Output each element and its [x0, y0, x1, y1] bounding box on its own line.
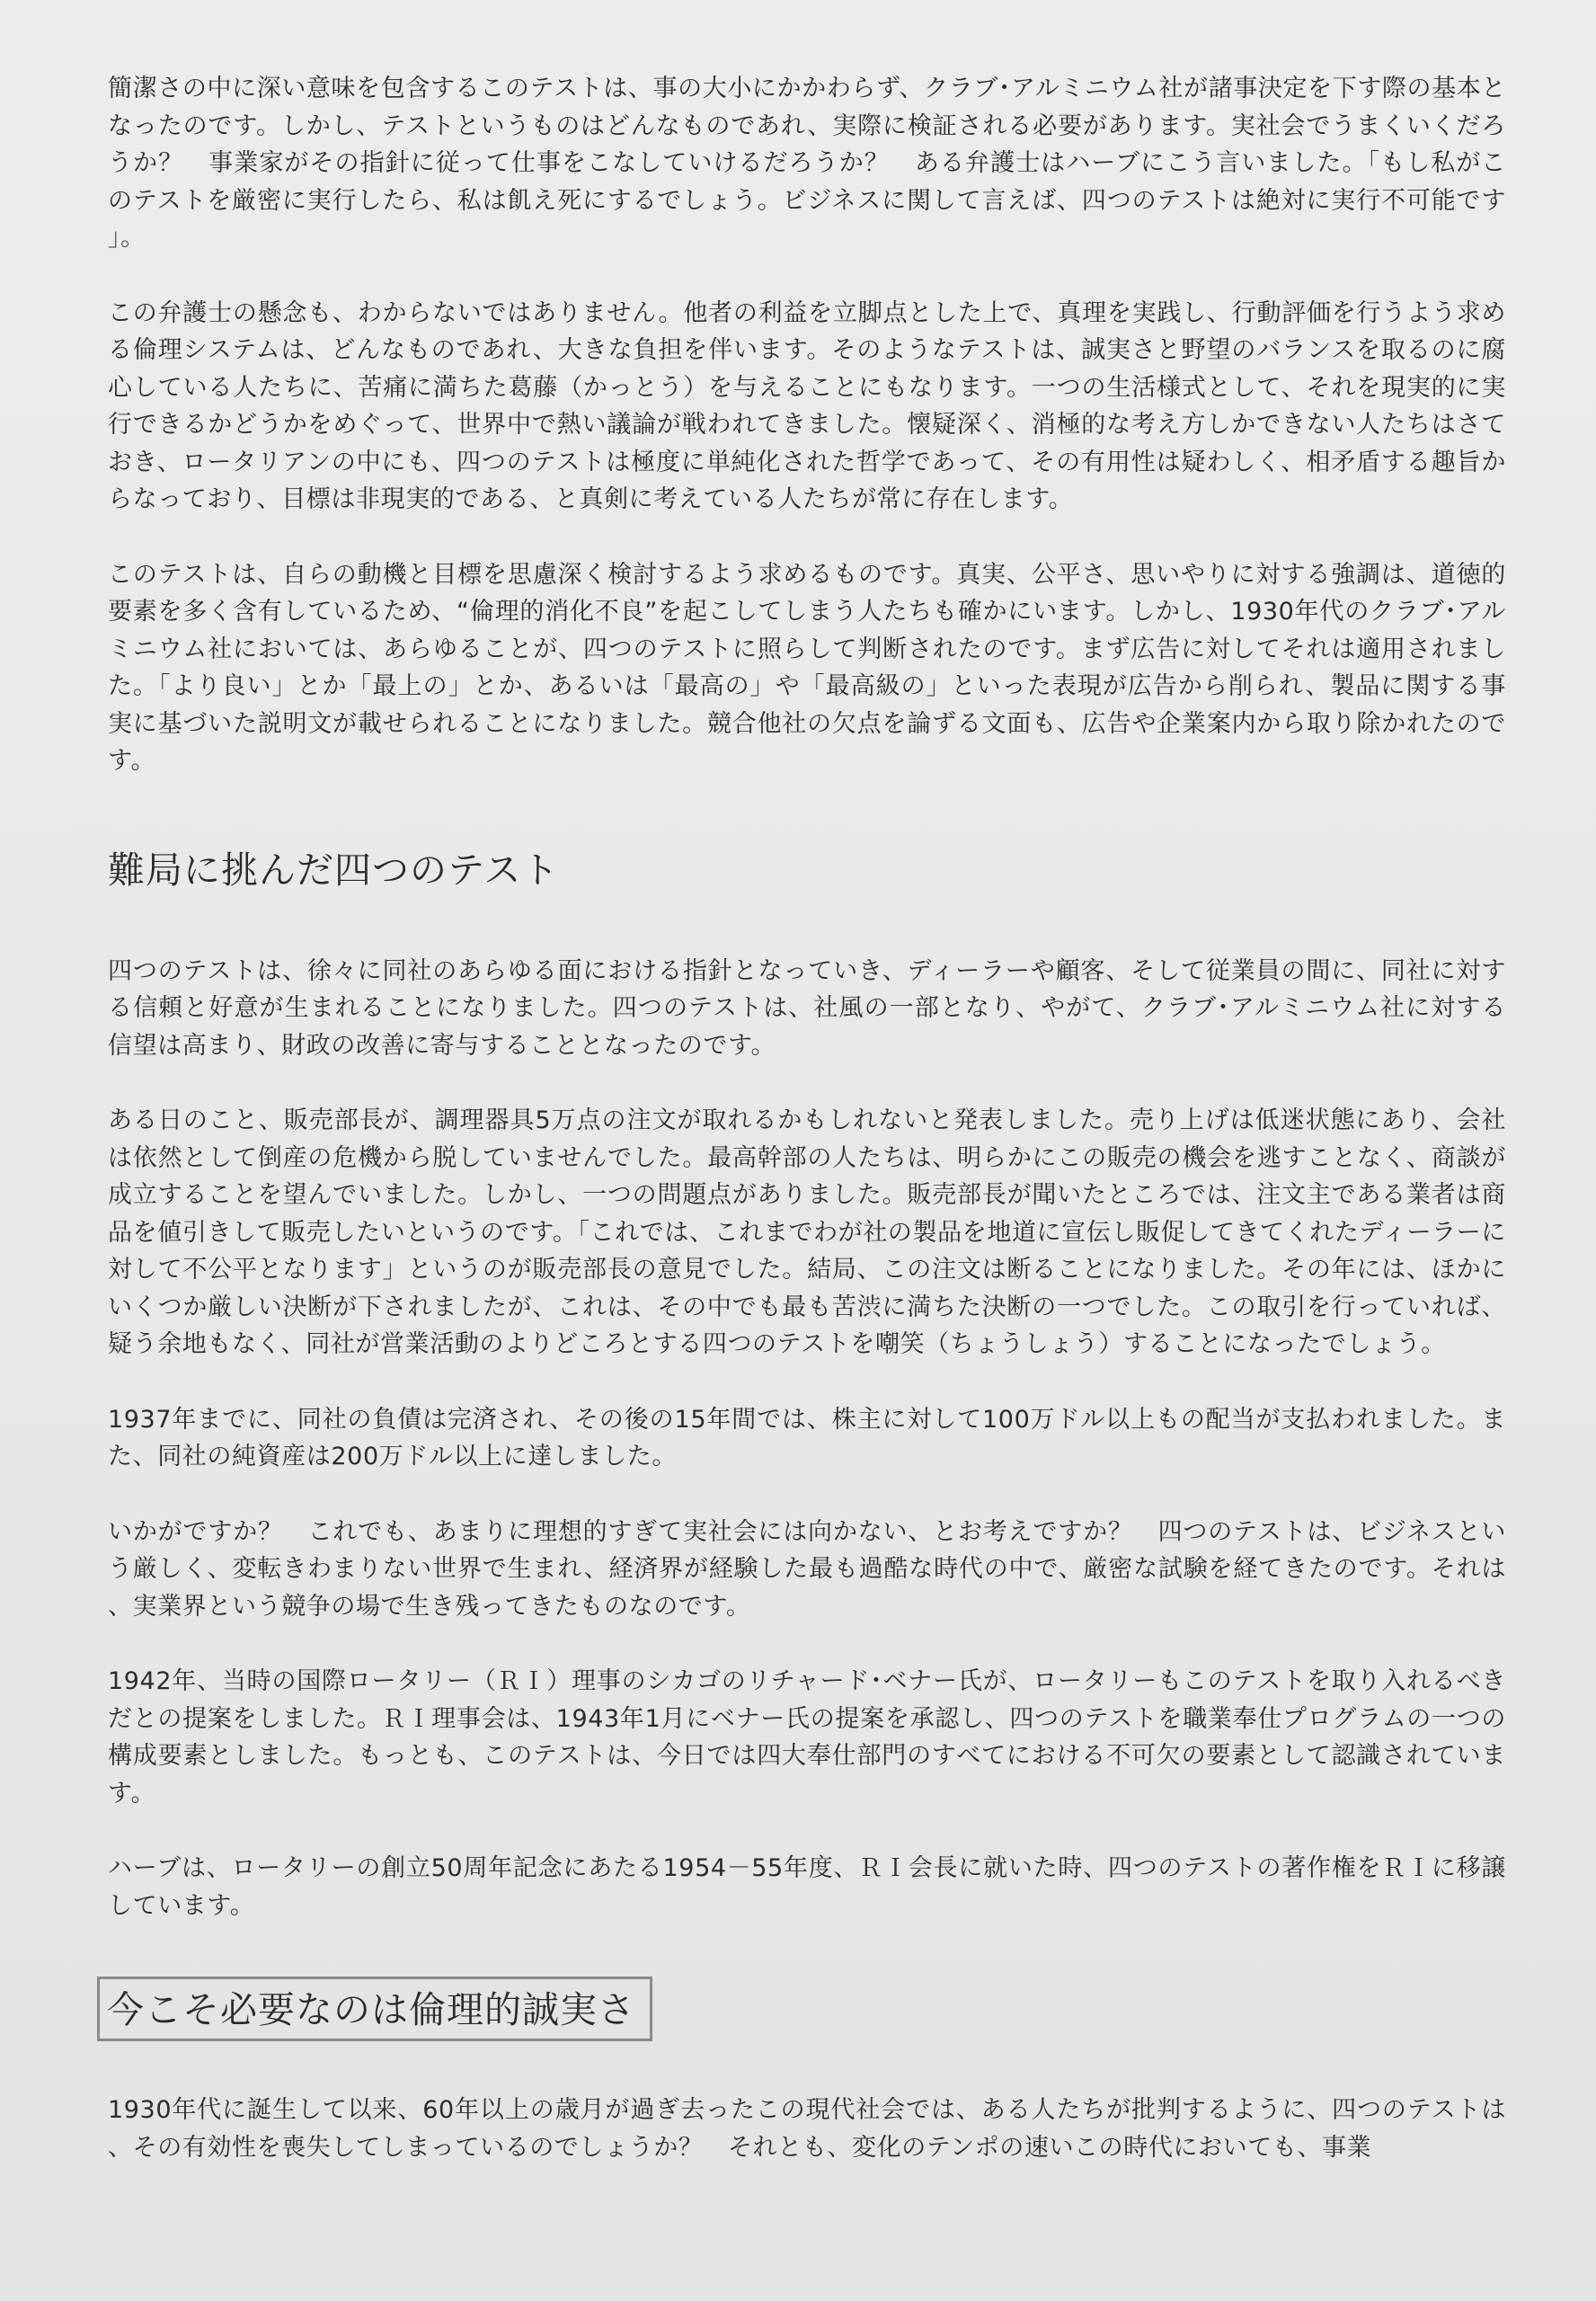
document-body — [108, 70, 1506, 2166]
section-heading-crisis: 難局に挑んだ四つのテスト — [108, 848, 560, 892]
paragraph-sales-order: ある日のこと、販売部長が、調理器具5万点の注文が取れるかもしれないと発表しました。売り上げは低迷状態にあり、会社は依然として倒産の危機から脱していませんでした。最高幹部の人たちは、明らかにこの販売の機会を逃すことなく、商談が成立することを望んでいました。しかし、一つの問題点がありました。販売部長が聞いたところでは、注文主である業者は商品を値引きして販売したいというのです。「これでは、これまでわが社の製品を地道に宣伝し販促してきてくれたディーラーに対して不公平となります」というのが販売部長の意見でした。結局、この注文は断ることになりました。その年には、ほかにいくつか厳しい決断が下されましたが、これは、その中でも最も苦渋に満ちた決断の一つでした。この取引を行っていれば、疑う余地もなく、同社が営業活動のよりどころとする四つのテストを嘲笑（ちょうしょう）することになったでしょう。 — [108, 1106, 1506, 1358]
paragraph-modern-validity: 1930年代に誕生して以来、60年以上の歳月が過ぎ去ったこの現代社会では、ある人たちが批判するように、四つのテストは、その有効性を喪失してしまっているのでしょうか？ それとも、変化のテンポの速いこの時代においても、事業 — [108, 2096, 1506, 2162]
paragraph-test-basis: 簡潔さの中に深い意味を包含するこのテストは、事の大小にかかわらず、クラブ･アルミニウム社が諸事決定を下す際の基本となったのです。しかし、テストというものはどんなものであれ、実際に検証される必要があります。実社会でうまくいくだろうか？ 事業家がその指針に従って仕事をこなしていけるだろうか？ ある弁護士はハーブにこう言いました。「もし私がこのテストを厳密に実行したら、私は飢え死にするでしょう。ビジネスに関して言えば、四つのテストは絶対に実行不可能です」。 — [108, 75, 1506, 252]
paragraph-ri-adoption: 1942年、当時の国際ロータリー（ＲＩ）理事のシカゴのリチャード･ベナー氏が、ロータリーもこのテストを取り入れるべきだとの提案をしました。ＲＩ理事会は、1943年1月にベナー氏の提案を承認し、四つのテストを職業奉仕プログラムの一つの構成要素としました。もっとも、このテストは、今日では四大奉仕部門のすべてにおける不可欠の要素として認識されています。 — [108, 1667, 1506, 1808]
paragraph-copyright-transfer: ハーブは、ロータリーの創立50周年記念にあたる1954－55年度、ＲＩ会長に就いた時、四つのテストの著作権をＲＩに移譲しています。 — [108, 1854, 1506, 1920]
section-heading-ethical-integrity: 今こそ必要なのは倫理的誠実さ — [97, 1977, 652, 2041]
paragraph-lawyer-concern: この弁護士の懸念も、わからないではありません。他者の利益を立脚点とした上で、真理を実践し、行動評価を行うよう求める倫理システムは、どんなものであれ、大きな負担を伴います。そのようなテストは、誠実さと野望のバランスを取るのに腐心している人たちに、苦痛に満ちた葛藤（かっとう）を与えることにもなります。一つの生活様式として、それを現実的に実行できるかどうかをめぐって、世界中で熱い議論が戦われてきました。懐疑深く、消極的な考え方しかできない人たちはさておき、ロータリアンの中にも、四つのテストは極度に単純化された哲学であって、その有用性は疑わしく、相矛盾する趣旨からなっており、目標は非現実的である、と真剣に考えている人たちが常に存在します。 — [108, 298, 1506, 513]
paragraph-ethical-indigestion: このテストは、自らの動機と目標を思慮深く検討するよう求めるものです。真実、公平さ、思いやりに対する強調は、道徳的要素を多く含有しているため、“倫理的消化不良”を起こしてしまう人たちも確かにいます。しかし、1930年代のクラブ･アルミニウム社においては、あらゆることが、四つのテストに照らして判断されたのです。まず広告に対してそれは適用されました。「より良い」とか「最上の」とか、あるいは「最高の」や「最高級の」といった表現が広告から削られ、製品に関する事実に基づいた説明文が載せられることになりました。競合他社の欠点を論ずる文面も、広告や企業案内から取り除かれたのです。 — [108, 560, 1506, 775]
paragraph-debt-repaid: 1937年までに、同社の負債は完済され、その後の15年間では、株主に対して100万ドル以上もの配当が支払われました。また、同社の純資産は200万ドル以上に達しました。 — [108, 1405, 1506, 1470]
paragraph-company-guide: 四つのテストは、徐々に同社のあらゆる面における指針となっていき、ディーラーや顧客、そして従業員の間に、同社に対する信頼と好意が生まれることになりました。四つのテストは、社風の一部となり、やがて、クラブ･アルミニウム社に対する信望は高まり、財政の改善に寄与することとなったのです。 — [108, 956, 1506, 1060]
paragraph-too-idealistic: いかがですか？ これでも、あまりに理想的すぎて実社会には向かない、とお考えですか？ 四つのテストは、ビジネスという厳しく、変転きわまりない世界で生まれ、経済界が経験した最も過酷な時代の中で、厳密な試験を経てきたのです。それは、実業界という競争の場で生き残ってきたものなのです。 — [108, 1517, 1506, 1621]
